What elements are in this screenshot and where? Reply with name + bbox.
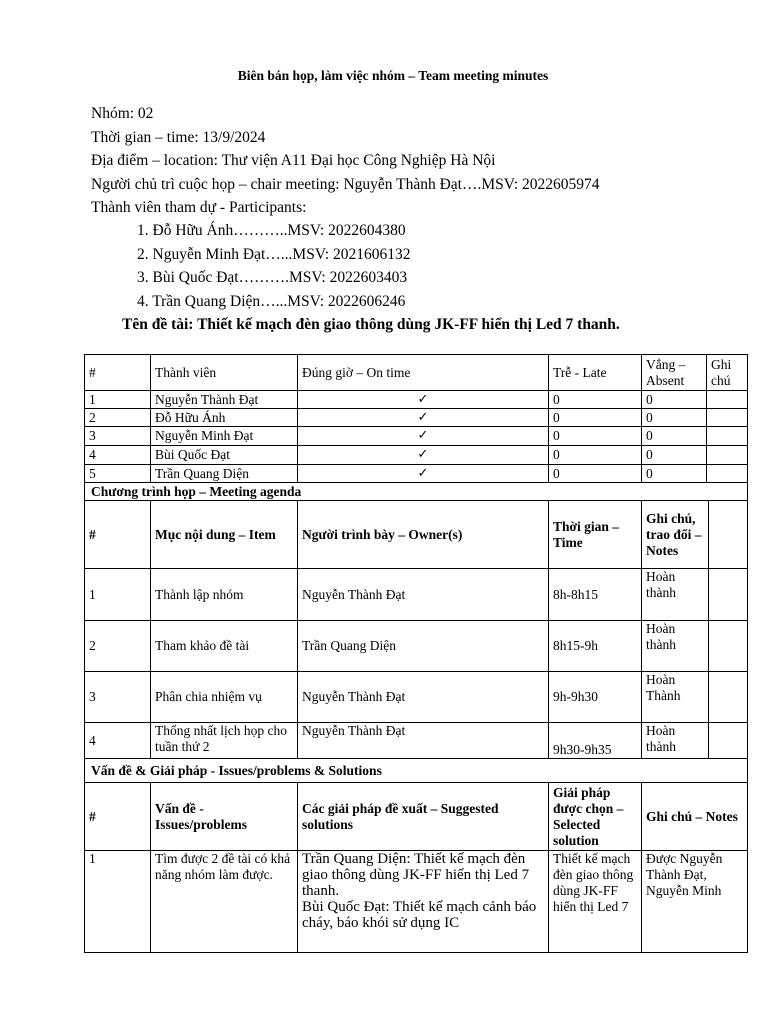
- note-cell: [707, 409, 748, 427]
- empty-cell: [709, 569, 748, 621]
- header-issue: Vấn đề - Issues/problems: [151, 783, 298, 851]
- note-cell: [707, 465, 748, 483]
- member-name: Nguyễn Minh Đạt: [151, 427, 298, 446]
- member-name: Đỗ Hữu Ánh: [151, 409, 298, 427]
- time-line: Thời gian – time: 13/9/2024: [91, 128, 266, 146]
- issues-section-title: Vấn đề & Giải pháp - Issues/problems & Solutions: [85, 759, 748, 783]
- table-row: [85, 851, 748, 953]
- solution-item: Trần Quang Diện: Thiết kế mạch đèn giao thông dùng JK-FF hiển thị Led 7 thanh.: [302, 851, 530, 899]
- absent-count: 0: [642, 465, 707, 483]
- row-number: 1: [85, 851, 151, 953]
- solution-item: Bùi Quốc Đạt: Thiết kế mạch cảnh báo cháy, báo khói sử dụng IC: [302, 899, 537, 931]
- issue-note: Được Nguyễn Thành Đạt, Nguyễn Minh: [642, 851, 748, 953]
- header-late: Trễ - Late: [549, 355, 642, 391]
- attendance-table: [84, 354, 748, 483]
- table-row: [85, 409, 748, 427]
- note-cell: [707, 427, 748, 446]
- late-count: 0: [549, 391, 642, 409]
- agenda-item: Thống nhất lịch họp cho tuần thứ 2: [151, 723, 298, 759]
- late-count: 0: [549, 465, 642, 483]
- empty-cell: [709, 723, 748, 759]
- row-number: 2: [85, 409, 151, 427]
- row-number: 3: [85, 427, 151, 446]
- agenda-owner: Nguyễn Thành Đạt: [298, 569, 549, 621]
- participants-label: Thành viên tham dự - Participants:: [91, 199, 307, 216]
- suggested-solutions: [298, 851, 549, 953]
- document-title: Biên bán họp, làm việc nhóm – Team meeting minutes: [237, 68, 549, 83]
- table-row: [85, 621, 748, 672]
- header-number: #: [85, 501, 151, 569]
- issue-text: Tìm được 2 đề tài có khả năng nhóm làm được.: [151, 851, 298, 953]
- table-row: [85, 446, 748, 465]
- agenda-time: 9h30-9h35: [549, 723, 642, 759]
- chair-line: Người chủ trì cuộc họp – chair meeting: Nguyễn Thành Đạt….MSV: 2022605974: [91, 175, 600, 193]
- empty-cell: [709, 501, 748, 569]
- header-on-time: Đúng giờ – On time: [298, 355, 549, 391]
- agenda-owner: Nguyễn Thành Đạt: [298, 672, 549, 723]
- table-row: [85, 391, 748, 409]
- note-cell: [707, 391, 748, 409]
- header-note: Ghi chú: [707, 355, 748, 391]
- agenda-note: Hoàn thành: [642, 569, 709, 621]
- meeting-info: [91, 102, 600, 220]
- agenda-table: [84, 482, 748, 759]
- agenda-section-row: [85, 483, 748, 501]
- on-time-check-icon: ✓: [298, 446, 549, 465]
- agenda-note: Hoàn thành: [642, 621, 709, 672]
- header-notes: Ghi chú, trao đổi – Notes: [642, 501, 709, 569]
- topic-title: Tên đề tài: Thiết kế mạch đèn giao thông dùng JK-FF hiển thị Led 7 thanh.: [122, 316, 620, 333]
- agenda-owner: Trần Quang Diện: [298, 621, 549, 672]
- participant-item: 4. Trần Quang Diện…...MSV: 2022606246: [137, 292, 406, 310]
- row-number: 1: [85, 569, 151, 621]
- header-suggested-solutions: Các giải pháp đề xuất – Suggested solutions: [298, 783, 549, 851]
- member-name: Nguyễn Thành Đạt: [151, 391, 298, 409]
- participants-list: [137, 219, 411, 313]
- row-number: 2: [85, 621, 151, 672]
- header-owner: Người trình bày – Owner(s): [298, 501, 549, 569]
- table-row: [85, 569, 748, 621]
- agenda-item: Tham khảo đề tài: [151, 621, 298, 672]
- agenda-section-title: Chương trình họp – Meeting agenda: [85, 483, 748, 501]
- selected-solution: Thiết kế mạch đèn giao thông dùng JK-FF hiển thị Led 7: [549, 851, 642, 953]
- member-name: Bùi Quốc Đạt: [151, 446, 298, 465]
- row-number: 4: [85, 723, 151, 759]
- empty-cell: [709, 672, 748, 723]
- header-number: #: [85, 783, 151, 851]
- agenda-item: Phân chia nhiệm vụ: [151, 672, 298, 723]
- absent-count: 0: [642, 446, 707, 465]
- empty-cell: [709, 621, 748, 672]
- header-item: Mục nội dung – Item: [151, 501, 298, 569]
- table-row: [85, 465, 748, 483]
- agenda-header-row: [85, 501, 748, 569]
- table-row: [85, 427, 748, 446]
- issues-section-row: [85, 759, 748, 783]
- header-member: Thành viên: [151, 355, 298, 391]
- header-number: #: [85, 355, 151, 391]
- issues-table: [84, 758, 748, 953]
- late-count: 0: [549, 409, 642, 427]
- header-time: Thời gian – Time: [549, 501, 642, 569]
- member-name: Trần Quang Diện: [151, 465, 298, 483]
- table-row: [85, 723, 748, 759]
- agenda-owner: Nguyễn Thành Đạt: [298, 723, 549, 759]
- header-notes: Ghi chú – Notes: [642, 783, 748, 851]
- agenda-note: Hoàn thành: [642, 723, 709, 759]
- agenda-time: 8h15-9h: [549, 621, 642, 672]
- group-line: Nhóm: 02: [91, 105, 154, 122]
- row-number: 5: [85, 465, 151, 483]
- on-time-check-icon: ✓: [298, 427, 549, 446]
- row-number: 1: [85, 391, 151, 409]
- header-selected-solution: Giải pháp được chọn – Selected solution: [549, 783, 642, 851]
- attendance-header-row: [85, 355, 748, 391]
- late-count: 0: [549, 427, 642, 446]
- on-time-check-icon: ✓: [298, 465, 549, 483]
- on-time-check-icon: ✓: [298, 391, 549, 409]
- agenda-note: Hoàn Thành: [642, 672, 709, 723]
- participant-item: 1. Đỗ Hữu Ánh………..MSV: 2022604380: [137, 222, 406, 239]
- agenda-item: Thành lập nhóm: [151, 569, 298, 621]
- location-line: Địa điểm – location: Thư viện A11 Đại học Công Nghiệp Hà Nội: [91, 152, 496, 169]
- row-number: 4: [85, 446, 151, 465]
- participant-item: 3. Bùi Quốc Đạt……….MSV: 2022603403: [137, 269, 408, 286]
- header-absent: Vắng – Absent: [642, 355, 707, 391]
- issues-header-row: [85, 783, 748, 851]
- agenda-time: 9h-9h30: [549, 672, 642, 723]
- absent-count: 0: [642, 391, 707, 409]
- late-count: 0: [549, 446, 642, 465]
- row-number: 3: [85, 672, 151, 723]
- participant-item: 2. Nguyễn Minh Đạt…...MSV: 2021606132: [137, 245, 411, 263]
- absent-count: 0: [642, 409, 707, 427]
- agenda-time: 8h-8h15: [549, 569, 642, 621]
- note-cell: [707, 446, 748, 465]
- absent-count: 0: [642, 427, 707, 446]
- table-row: [85, 672, 748, 723]
- on-time-check-icon: ✓: [298, 409, 549, 427]
